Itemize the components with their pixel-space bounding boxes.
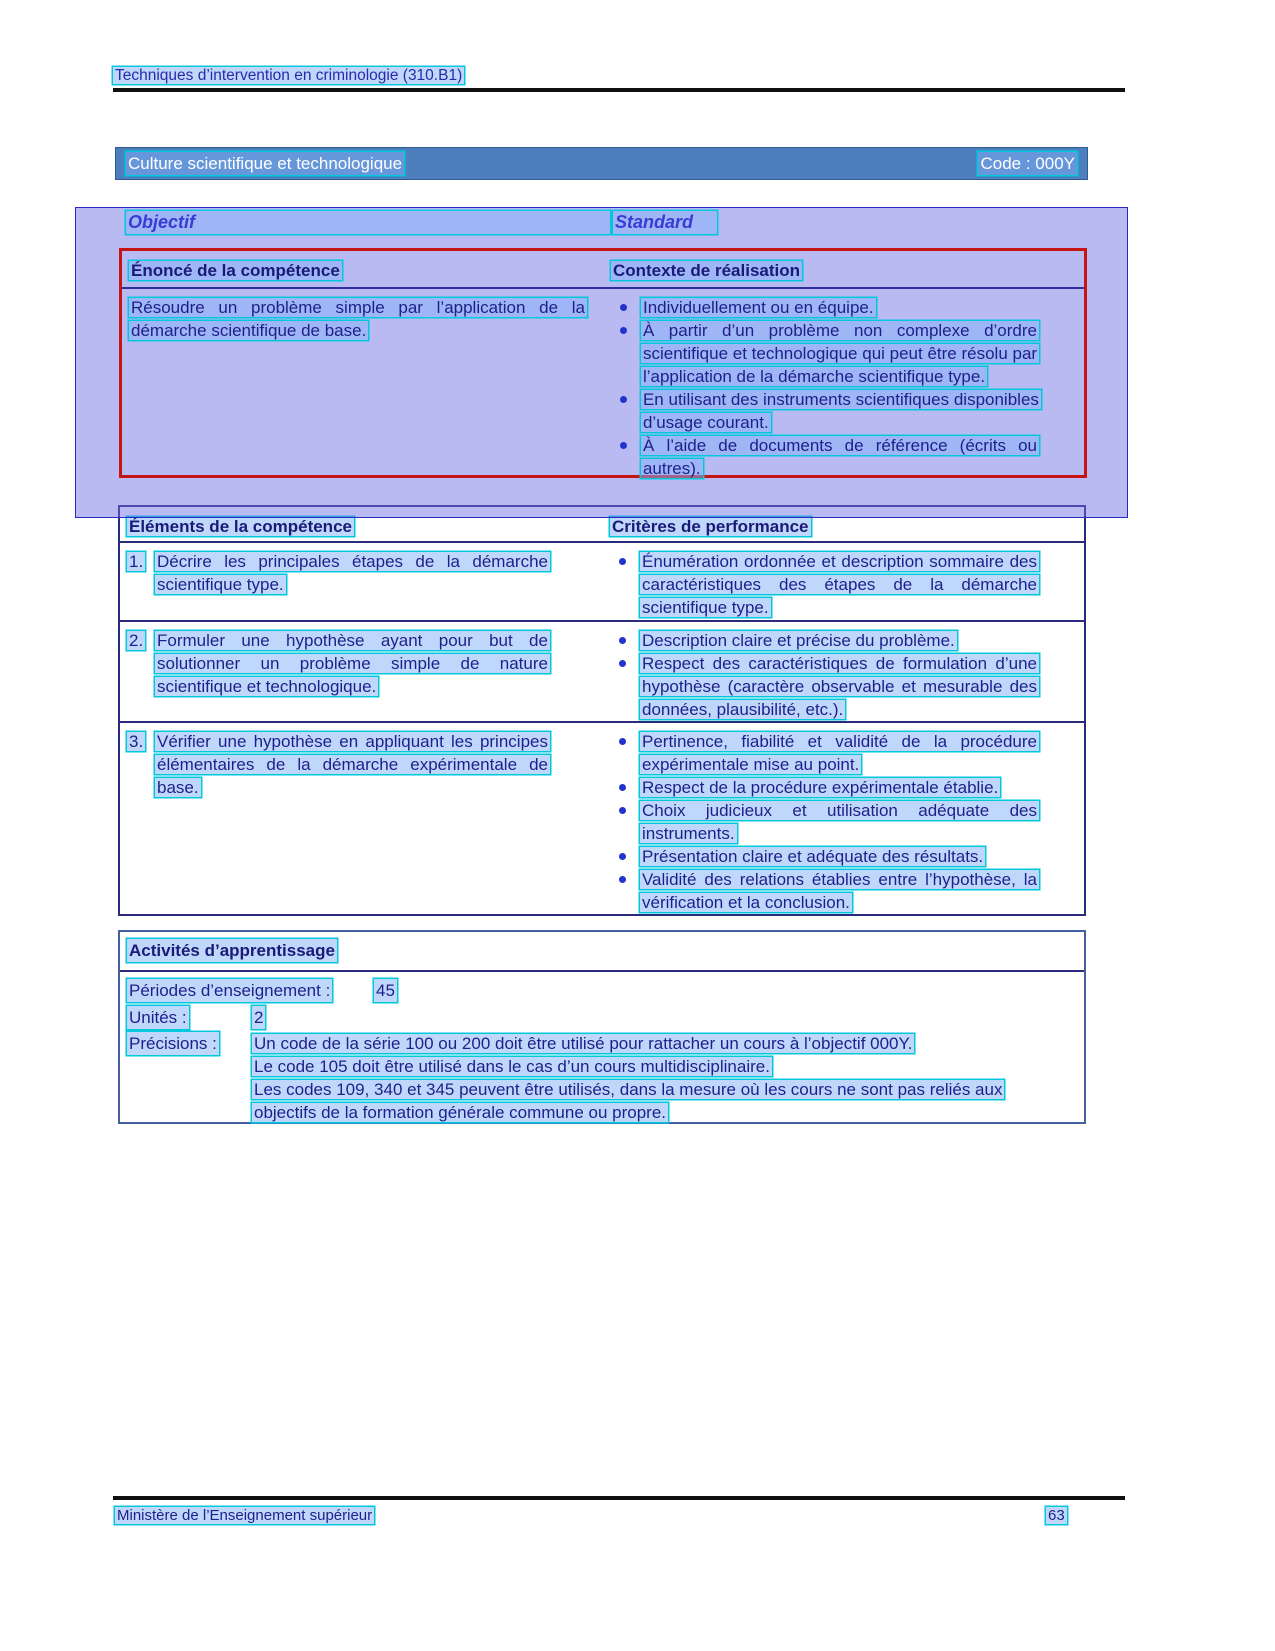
periodes-value: 45: [376, 981, 395, 1000]
list-item: Individuellement ou en équipe.: [611, 296, 1084, 319]
header-rule: [113, 88, 1125, 92]
periodes-label: Périodes d’enseignement :: [129, 981, 331, 1000]
element-text: Formuler une hypothèse ayant pour but de solutionner un problème simple de nature scientifique et technologique.: [157, 631, 548, 696]
elements-header-label: Éléments de la compétence: [129, 517, 352, 536]
competence-table-header-row: [122, 251, 1084, 289]
table-row: [120, 543, 1084, 622]
competence-table: [119, 248, 1087, 478]
precisions-line: Le code 105 doit être utilisé dans le cas d’un cours multidisciplinaire.: [254, 1057, 770, 1076]
element-cell: [120, 622, 610, 721]
bullet-icon: [620, 396, 627, 403]
list-item: Pertinence, fiabilité et validité de la procédure expérimentale mise au point.: [610, 730, 1084, 776]
bullet-icon: [619, 853, 626, 860]
bullet-icon: [619, 660, 626, 667]
bullet-icon: [619, 738, 626, 745]
criteria-cell: [610, 723, 1084, 914]
objectif-label: Objectif: [126, 211, 610, 234]
enonce-cell: [122, 289, 611, 480]
bullet-icon: [620, 327, 627, 334]
criteres-header-label: Critères de performance: [611, 517, 809, 536]
selection-overlay: [75, 207, 1128, 518]
contexte-header-label: Contexte de réalisation: [612, 261, 801, 280]
element-number: 2.: [129, 631, 144, 650]
list-item: À partir d’un problème non complexe d’ordre scientifique et technologique qui peut être résolu par l’application de la démarche scientifique type.: [611, 319, 1084, 388]
activites-divider: [120, 970, 1084, 972]
precisions-line: Un code de la série 100 ou 200 doit être utilisé pour rattacher un cours à l’objectif 000Y.: [254, 1034, 913, 1053]
banner-title: Culture scientifique et technologique: [128, 154, 403, 173]
document-header: [113, 64, 464, 87]
list-item: Présentation claire et adéquate des résultats.: [610, 845, 1084, 868]
enonce-text: Résoudre un problème simple par l’application de la démarche scientifique de base.: [131, 298, 585, 340]
precisions-label: Précisions :: [129, 1034, 217, 1053]
footer-page-number: 63: [1048, 1507, 1065, 1524]
activites-title: Activités d’apprentissage: [129, 941, 335, 960]
list-item: Respect de la procédure expérimentale établie.: [610, 776, 1084, 799]
standard-label: Standard: [613, 211, 717, 234]
bullet-icon: [620, 304, 627, 311]
list-item: À l’aide de documents de référence (écrits ou autres).: [611, 434, 1084, 480]
element-text: Décrire les principales étapes de la démarche scientifique type.: [157, 552, 548, 594]
bullet-icon: [620, 442, 627, 449]
bullet-icon: [619, 558, 626, 565]
element-number: 1.: [129, 552, 144, 571]
contexte-header-cell: [611, 251, 1084, 287]
criteria-cell: [610, 622, 1084, 721]
bullet-icon: [619, 637, 626, 644]
element-number: 3.: [129, 732, 144, 751]
criteria-cell: [610, 543, 1084, 620]
elements-table: [118, 505, 1086, 916]
element-text: Vérifier une hypothèse en appliquant les principes élémentaires de la démarche expérimentale de base.: [157, 732, 548, 797]
list-item: Énumération ordonnée et description sommaire des caractéristiques des étapes de la démarche scientifique type.: [610, 550, 1084, 619]
unites-label: Unités :: [129, 1008, 187, 1027]
footer-ministry: Ministère de l’Enseignement supérieur: [117, 1507, 373, 1524]
list-item: Validité des relations établies entre l’hypothèse, la vérification et la conclusion.: [610, 868, 1084, 914]
list-item: Respect des caractéristiques de formulation d’une hypothèse (caractère observable et mesurable des données, plausibilité, etc.).: [610, 652, 1084, 721]
banner-code: Code : 000Y: [980, 154, 1075, 173]
activites-box: [118, 930, 1086, 1124]
bullet-icon: [619, 784, 626, 791]
enonce-header-cell: [122, 251, 611, 287]
course-title: Techniques d’intervention en criminologie (310.B1): [115, 67, 463, 84]
element-cell: [120, 723, 610, 914]
precisions-text: [252, 1032, 1032, 1124]
element-cell: [120, 543, 610, 620]
table-row: [120, 723, 1084, 914]
footer-rule: [113, 1496, 1125, 1500]
section-banner: [115, 147, 1088, 180]
list-item: Description claire et précise du problème.: [610, 629, 1084, 652]
list-item: En utilisant des instruments scientifiques disponibles d’usage courant.: [611, 388, 1084, 434]
precisions-line: Les codes 109, 340 et 345 peuvent être utilisés, dans la mesure où les cours ne sont pas reliés aux objectifs de la formation générale commune ou propre.: [254, 1080, 1003, 1122]
competence-table-body-row: [122, 289, 1084, 480]
table-row: [120, 622, 1084, 723]
unites-value: 2: [254, 1008, 264, 1027]
contexte-cell: [611, 289, 1084, 480]
list-item: Choix judicieux et utilisation adéquate des instruments.: [610, 799, 1084, 845]
bullet-icon: [619, 807, 626, 814]
enonce-header-label: Énoncé de la compétence: [131, 261, 340, 280]
bullet-icon: [619, 876, 626, 883]
